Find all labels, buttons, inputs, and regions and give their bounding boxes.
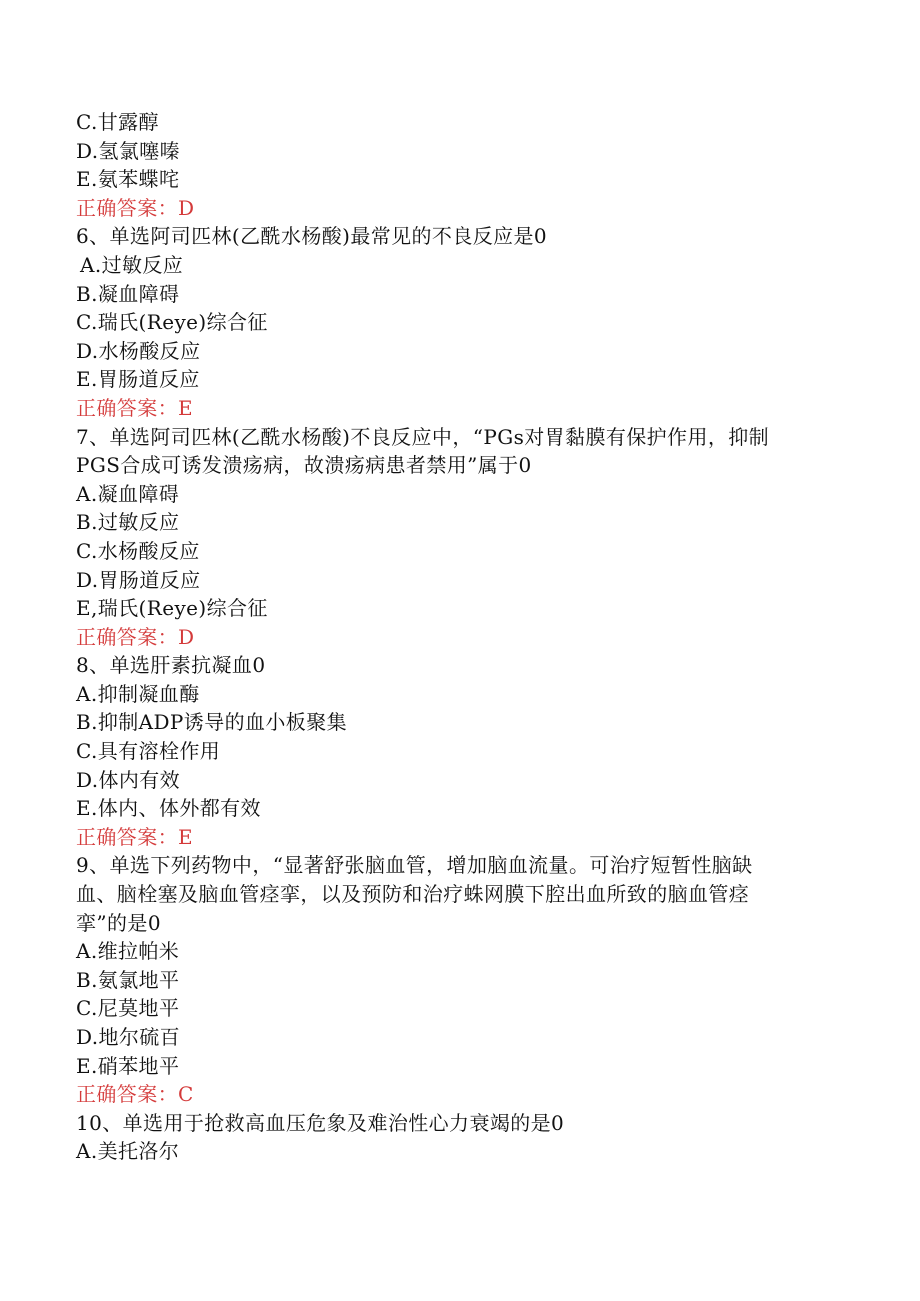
correct-answer: 正确答案：C (76, 1082, 194, 1107)
correct-answer: 正确答案：D (76, 195, 195, 220)
option-c: C.甘露醇 (76, 110, 159, 134)
option-b: B.过敏反应 (76, 510, 180, 535)
option-e: E.硝苯地平 (76, 1053, 180, 1078)
option-e: E,瑞氏(Reye)综合征 (76, 596, 268, 621)
option-a: A.维拉帕米 (76, 939, 180, 964)
option-c: C.瑞氏(Reye)综合征 (76, 310, 268, 335)
option-d: D.地尔硫百 (76, 1025, 181, 1049)
option-b: B.氨氯地平 (76, 967, 180, 992)
question-stem-continued: 挛”的是0 (76, 910, 161, 935)
option-e: E.胃肠道反应 (76, 367, 200, 392)
option-a: A.过敏反应 (80, 252, 184, 277)
question-stem: 10、单选用于抢救高血压危象及难治性心力衰竭的是0 (76, 1110, 565, 1135)
option-c: C.具有溶栓作用 (76, 739, 221, 764)
question-stem-continued: 血、脑栓塞及脑血管痉挛，以及预防和治疗蛛网膜下腔出血所致的脑血管痉 (76, 882, 750, 907)
option-d: D.胃肠道反应 (76, 567, 201, 592)
question-stem: 6、单选阿司匹林(乙酰水杨酸)最常见的不良反应是0 (76, 224, 548, 249)
option-a: A.抑制凝血酶 (76, 681, 200, 706)
option-c: C.尼莫地平 (76, 996, 180, 1021)
question-list (76, 108, 821, 1166)
correct-answer: 正确答案：D (76, 624, 195, 649)
option-a: A.凝血障碍 (76, 481, 180, 506)
question-stem: 8、单选肝素抗凝血0 (76, 653, 266, 678)
option-b: B.凝血障碍 (76, 281, 180, 306)
correct-answer: 正确答案：E (76, 395, 193, 420)
option-b: B.抑制ADP诱导的血小板聚集 (76, 710, 347, 735)
option-d: D.体内有效 (76, 767, 181, 792)
option-d: D.氢氯噻嗪 (76, 138, 181, 163)
question-stem: 9、单选下列药物中，“显著舒张脑血管，增加脑血流量。可治疗短暂性脑缺 (76, 853, 753, 878)
option-a: A.美托洛尔 (76, 1139, 180, 1164)
option-d: D.水杨酸反应 (76, 338, 201, 363)
question-stem: 7、单选阿司匹林(乙酰水杨酸)不良反应中，“PGs对胃黏膜有保护作用，抑制 (76, 424, 770, 449)
option-e: E.体内、体外都有效 (76, 796, 261, 821)
option-c: C.水杨酸反应 (76, 538, 200, 563)
correct-answer: 正确答案：E (76, 824, 193, 849)
question-stem-continued: PGS合成可诱发溃疡病，故溃疡病患者禁用”属于0 (76, 453, 532, 478)
option-e: E.氨苯蝶咤 (76, 167, 180, 192)
